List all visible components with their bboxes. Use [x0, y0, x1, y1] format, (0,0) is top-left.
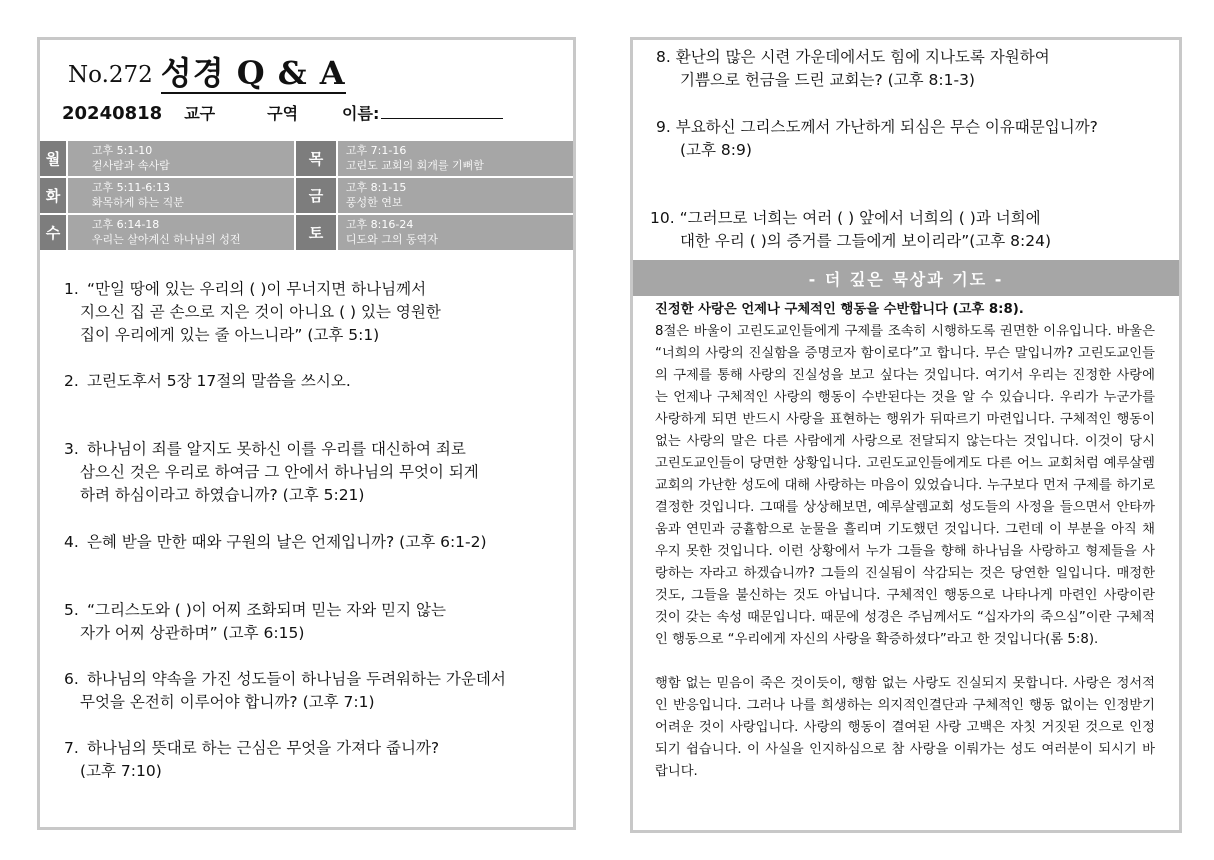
schedule-row [40, 141, 573, 176]
question-number: 5. [64, 601, 79, 619]
schedule-day: 화 [40, 178, 68, 213]
schedule-topic: 디도와 그의 동역자 [345, 233, 438, 246]
page-title: 성경 Q & A [160, 54, 346, 92]
question-number: 1. [64, 280, 79, 298]
title-row [68, 44, 346, 94]
gyogu-label: 교구 [184, 104, 216, 123]
reading-schedule [40, 141, 573, 252]
question-line: “그리스도와 ( )이 어찌 조화되며 믿는 자와 믿지 않는 [86, 601, 446, 619]
qa-panel-left [37, 37, 576, 830]
schedule-cell [338, 178, 573, 213]
schedule-cell [338, 215, 573, 250]
question-line: 은혜 받을 만한 때와 구원의 날은 언제입니까? (고후 6:1-2) [86, 533, 487, 551]
question-number: 6. [64, 670, 79, 688]
schedule-ref: 고후 5:1-10 [91, 144, 153, 157]
question-9 [656, 116, 1181, 162]
schedule-cell [338, 141, 573, 176]
schedule-day: 목 [296, 141, 338, 176]
meditation-paragraph: 8절은 바울이 고린도교인들에게 구제를 조속히 시행하도록 권면한 이유입니다. 바울은 “너희의 사랑의 진실함을 증명코자 함이로다”고 합니다. 무슨 말입니까? 고린도교인들의 구제를 통해 사랑의 진실성을 보고 싶다는 것입니다. 여기서 우리는 진정한 사랑에는 언제나 구체적인 사랑의 행동이 수반된다는 것을 알 수 있습니다. 우리가 누군가를 사랑하게 되면 반드시 사랑을 표현하는 행위가 뒤따르기 마련입니다. 구체적인 행동이 없는 사랑의 말은 다른 사람에게 사랑으로 전달되지 않는다는 것입니다. 이것이 당시 고린도교인들이 당면한 상황입니다. 고린도교인들에게도 다른 어느 교회처럼 예루살렘교회의 가난한 성도에 대해 사랑하는 마음이 있었습니다. 누구보다 먼저 구제를 하기로 결정한 것입니다. 그때를 상상해보면, 예루살렘교회 성도들의 사정을 들으면서 안타까움과 연민과 긍휼함으로 눈물을 흘리며 기도했던 것입니다. 그런데 이 부분을 아직 채우지 못한 것입니다. 이런 상황에서 누가 그들을 향해 하나님을 사랑하고 형제들을 사랑하는 자라고 하겠습니까? 그들의 진실됨이 삭감되는 것은 당연한 일입니다. 매정한 것도, 그들을 불신하는 것도 아닙니다. 구체적인 행동으로 나타나게 마련인 사랑이란 것이 갖는 속성 때문입니다. 때문에 성경은 주님께서도 “십자가의 죽으심”이란 구체적인 행동으로 “우리에게 자신의 사랑을 확증하셨다”라고 한 것입니다(롬 5:8). [655, 324, 1155, 647]
question-number: 4. [64, 533, 79, 551]
meditation-heading: 진정한 사랑은 언제나 구체적인 행동을 수반합니다 (고후 8:8). [655, 302, 1024, 317]
question-line: 환난의 많은 시련 가운데에서도 힘에 지나도록 자원하여 [675, 48, 1050, 66]
question-line: 고린도후서 5장 17절의 말씀을 쓰시오. [86, 372, 351, 390]
schedule-ref: 고후 5:11-6:13 [91, 181, 171, 194]
schedule-cell [68, 141, 296, 176]
schedule-cell [68, 178, 296, 213]
question-4 [64, 531, 574, 554]
question-10 [650, 207, 1182, 253]
paragraph-gap [655, 651, 1155, 673]
question-5 [64, 599, 574, 645]
question-3 [64, 438, 574, 507]
meditation-band: - 더 깊은 묵상과 기도 - [633, 260, 1179, 296]
schedule-topic: 풍성한 연보 [345, 196, 403, 209]
question-line: 대한 우리 ( )의 증거를 그들에게 보이리라”(고후 8:24) [680, 232, 1052, 250]
question-7 [64, 737, 574, 783]
question-number: 2. [64, 372, 79, 390]
schedule-ref: 고후 6:14-18 [91, 218, 160, 231]
question-line: 자가 어찌 상관하며” (고후 6:15) [80, 624, 305, 642]
question-2 [64, 370, 574, 393]
question-line: 하나님의 약속을 가진 성도들이 하나님을 두려워하는 가운데서 [86, 670, 506, 688]
question-8 [656, 46, 1181, 92]
question-number: 9. [656, 118, 671, 136]
name-blank-line[interactable] [381, 100, 503, 119]
question-line: 부요하신 그리스도께서 가난하게 되심은 무슨 이유때문입니까? [675, 118, 1098, 136]
schedule-row [40, 178, 573, 213]
question-line: 집이 우리에게 있는 줄 아느니라” (고후 5:1) [80, 326, 380, 344]
schedule-ref: 고후 7:1-16 [345, 144, 407, 157]
guyeok-label: 구역 [267, 104, 299, 123]
schedule-cell [68, 215, 296, 250]
schedule-topic: 고린도 교회의 회개를 기뻐함 [345, 159, 484, 172]
question-line: 하나님이 죄를 알지도 못하신 이를 우리를 대신하여 죄로 [86, 440, 466, 458]
issue-number: No.272 [68, 62, 153, 88]
date: 20240818 [62, 103, 163, 124]
question-line: 삼으신 것은 우리로 하여금 그 안에서 하나님의 무엇이 되게 [80, 463, 479, 481]
question-number: 7. [64, 739, 79, 757]
question-number: 8. [656, 48, 671, 66]
question-line: 지으신 집 곧 손으로 지은 것이 아니요 ( ) 있는 영원한 [80, 303, 441, 321]
question-line: 하려 하심이라고 하였습니까? (고후 5:21) [80, 486, 365, 504]
name-label: 이름: [342, 104, 380, 123]
schedule-topic: 우리는 살아계신 하나님의 성전 [91, 233, 241, 246]
question-line: 무엇을 온전히 이루어야 합니까? (고후 7:1) [80, 693, 375, 711]
question-line: (고후 7:10) [80, 762, 162, 780]
schedule-row [40, 215, 573, 250]
question-line: “만일 땅에 있는 우리의 ( )이 무너지면 하나님께서 [86, 280, 427, 298]
schedule-day: 토 [296, 215, 338, 250]
question-line: 기쁨으로 헌금을 드린 교회는? (고후 8:1-3) [680, 71, 975, 89]
question-line: 하나님의 뜻대로 하는 근심은 무엇을 가져다 줍니까? [86, 739, 440, 757]
schedule-day: 금 [296, 178, 338, 213]
schedule-day: 수 [40, 215, 68, 250]
qa-panel-right [630, 37, 1182, 833]
schedule-topic: 겉사람과 속사람 [91, 159, 170, 172]
question-line: (고후 8:9) [680, 141, 752, 159]
meditation-body [655, 299, 1155, 783]
question-number: 3. [64, 440, 79, 458]
schedule-day: 월 [40, 141, 68, 176]
question-line: “그러므로 너희는 여러 ( ) 앞에서 너희의 ( )과 너희에 [679, 209, 1041, 227]
schedule-ref: 고후 8:16-24 [345, 218, 414, 231]
meta-row [62, 100, 503, 124]
schedule-topic: 화목하게 하는 직분 [91, 196, 184, 209]
question-1 [64, 278, 574, 347]
question-number: 10. [650, 209, 675, 227]
meditation-paragraph: 행함 없는 믿음이 죽은 것이듯이, 행함 없는 사랑도 진실되지 못합니다. 사랑은 정서적인 반응입니다. 그러나 나를 희생하는 의지적인결단과 구체적인 행동 없이는 인정받기 어려운 것이 사랑입니다. 사랑의 행동이 결여된 사랑 고백은 자칫 거짓된 것으로 인정되기 쉽습니다. 이 사실을 인지하심으로 참 사랑을 이뤄가는 성도 여러분이 되시기 바랍니다. [655, 676, 1155, 779]
schedule-ref: 고후 8:1-15 [345, 181, 407, 194]
question-6 [64, 668, 574, 714]
